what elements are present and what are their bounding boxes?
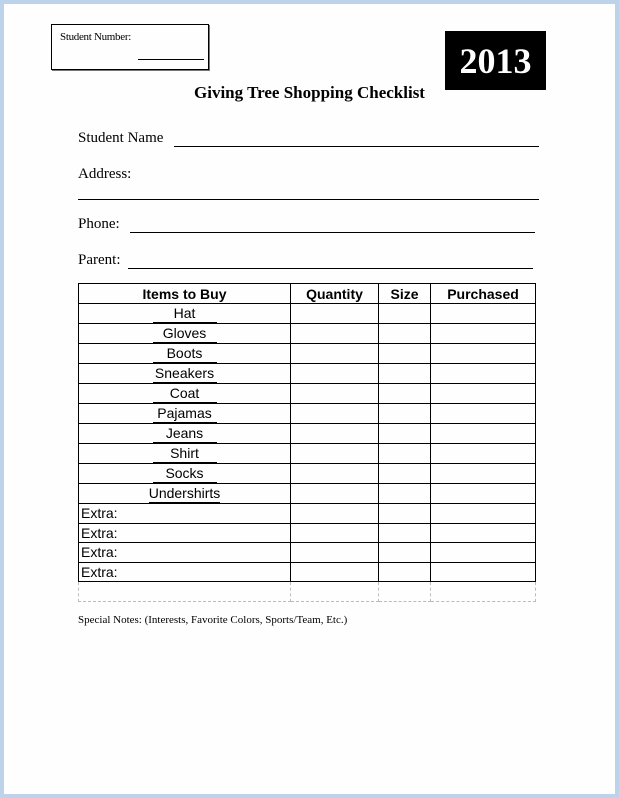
table-row: [79, 344, 536, 364]
size-cell[interactable]: [379, 444, 431, 464]
table-row: [79, 464, 536, 484]
size-cell[interactable]: [379, 424, 431, 444]
quantity-cell[interactable]: [291, 384, 379, 404]
page-title: Giving Tree Shopping Checklist: [194, 83, 425, 102]
student-number-label: Student Number:: [60, 31, 131, 43]
extra-item-cell[interactable]: Extra:: [79, 562, 291, 582]
purchased-cell[interactable]: [431, 384, 536, 404]
purchased-cell[interactable]: [431, 523, 536, 543]
size-cell[interactable]: [379, 464, 431, 484]
quantity-cell[interactable]: [291, 304, 379, 324]
purchased-cell[interactable]: [431, 364, 536, 384]
item-cell: [79, 484, 291, 504]
checklist-page: [4, 4, 615, 794]
table-row: [79, 304, 536, 324]
item-cell: [79, 344, 291, 364]
column-header-purchased: Purchased: [431, 284, 536, 304]
table-row: [79, 384, 536, 404]
table-row: [79, 444, 536, 464]
purchased-cell[interactable]: [431, 304, 536, 324]
shopping-checklist-table: [78, 283, 536, 602]
size-cell[interactable]: [379, 384, 431, 404]
table-row-extra: [79, 543, 536, 563]
quantity-cell[interactable]: [291, 464, 379, 484]
item-name: Boots: [153, 345, 217, 363]
size-cell[interactable]: [379, 404, 431, 424]
item-name: Jeans: [153, 425, 217, 443]
checklist-body: [79, 304, 536, 602]
size-cell[interactable]: [379, 344, 431, 364]
address-field[interactable]: [78, 199, 539, 200]
student-name-label: Student Name: [78, 130, 164, 146]
purchased-cell[interactable]: [431, 464, 536, 484]
blank-cell[interactable]: [431, 582, 536, 602]
item-cell: [79, 324, 291, 344]
quantity-cell[interactable]: [291, 504, 379, 524]
blank-cell[interactable]: [79, 582, 291, 602]
size-cell[interactable]: [379, 324, 431, 344]
size-cell[interactable]: [379, 484, 431, 504]
item-cell: [79, 384, 291, 404]
purchased-cell[interactable]: [431, 324, 536, 344]
address-label: Address:: [78, 166, 132, 182]
column-header-items: Items to Buy: [79, 284, 291, 304]
item-name: Socks: [153, 465, 217, 483]
table-row-extra: [79, 504, 536, 524]
size-cell[interactable]: [379, 523, 431, 543]
table-header-row: [79, 284, 536, 304]
size-cell[interactable]: [379, 304, 431, 324]
column-header-size: Size: [379, 284, 431, 304]
purchased-cell[interactable]: [431, 424, 536, 444]
purchased-cell[interactable]: [431, 404, 536, 424]
quantity-cell[interactable]: [291, 404, 379, 424]
quantity-cell[interactable]: [291, 562, 379, 582]
extra-item-cell[interactable]: Extra:: [79, 523, 291, 543]
item-name: Coat: [153, 385, 217, 403]
size-cell[interactable]: [379, 364, 431, 384]
item-name: Hat: [153, 305, 217, 323]
quantity-cell[interactable]: [291, 444, 379, 464]
purchased-cell[interactable]: [431, 504, 536, 524]
phone-label: Phone:: [78, 216, 120, 232]
quantity-cell[interactable]: [291, 364, 379, 384]
quantity-cell[interactable]: [291, 523, 379, 543]
size-cell[interactable]: [379, 504, 431, 524]
blank-cell[interactable]: [291, 582, 379, 602]
extra-item-cell[interactable]: Extra:: [79, 543, 291, 563]
quantity-cell[interactable]: [291, 543, 379, 563]
table-row: [79, 424, 536, 444]
phone-field[interactable]: [130, 232, 535, 233]
purchased-cell[interactable]: [431, 484, 536, 504]
purchased-cell[interactable]: [431, 344, 536, 364]
item-cell: [79, 364, 291, 384]
item-cell: [79, 424, 291, 444]
student-number-box: [51, 24, 209, 70]
item-name: Pajamas: [153, 405, 217, 423]
item-cell: [79, 304, 291, 324]
parent-field[interactable]: [128, 268, 533, 269]
column-header-quantity: Quantity: [291, 284, 379, 304]
purchased-cell[interactable]: [431, 444, 536, 464]
item-name: Undershirts: [148, 485, 221, 501]
item-name: Sneakers: [153, 365, 217, 383]
blank-cell[interactable]: [379, 582, 431, 602]
table-row: [79, 404, 536, 424]
parent-label: Parent:: [78, 252, 121, 268]
student-number-field[interactable]: [138, 59, 204, 60]
quantity-cell[interactable]: [291, 484, 379, 504]
item-name: Shirt: [153, 445, 217, 463]
table-row-extra: [79, 562, 536, 582]
table-row: [79, 324, 536, 344]
item-name: Gloves: [153, 325, 217, 343]
student-name-field[interactable]: [174, 146, 539, 147]
size-cell[interactable]: [379, 543, 431, 563]
special-notes-label: Special Notes: (Interests, Favorite Colors, Sports/Team, Etc.): [78, 614, 348, 626]
table-row-extra: [79, 523, 536, 543]
size-cell[interactable]: [379, 562, 431, 582]
item-cell: [79, 444, 291, 464]
quantity-cell[interactable]: [291, 324, 379, 344]
extra-item-cell[interactable]: Extra:: [79, 504, 291, 524]
purchased-cell[interactable]: [431, 543, 536, 563]
year-badge: 2013: [445, 31, 546, 90]
table-row: [79, 364, 536, 384]
quantity-cell[interactable]: [291, 424, 379, 444]
table-row: [79, 484, 536, 504]
item-cell: [79, 464, 291, 484]
purchased-cell[interactable]: [431, 562, 536, 582]
item-cell: [79, 404, 291, 424]
quantity-cell[interactable]: [291, 344, 379, 364]
table-row-blank: [79, 582, 536, 602]
